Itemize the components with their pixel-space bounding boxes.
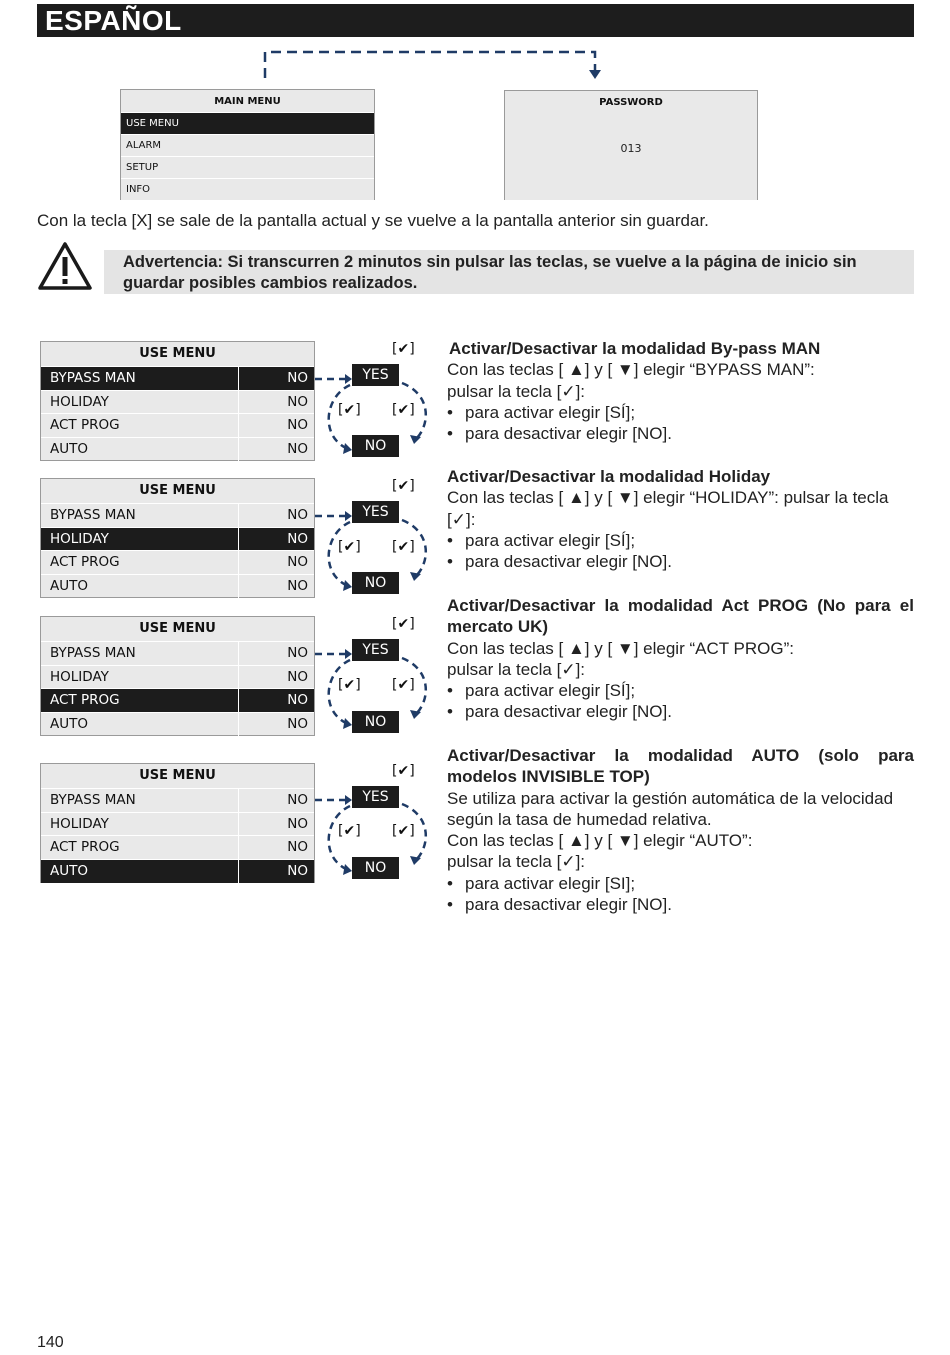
confirm-key-label: [✔] — [392, 341, 415, 357]
yes-option[interactable]: YES — [352, 786, 399, 808]
use-menu-screen-holiday — [40, 478, 315, 598]
row-label: BYPASS MAN — [50, 370, 136, 386]
use-menu-screen-act-prog — [40, 616, 315, 736]
use-menu-row-auto[interactable] — [41, 859, 314, 883]
section-line: pulsar la tecla [✓]: — [447, 659, 586, 679]
section-line: pulsar la tecla [✓]: — [447, 852, 586, 872]
header-bar — [37, 4, 914, 37]
warning-line-2: guardar posibles cambios realizados. — [123, 274, 418, 292]
warning-line-1: Advertencia: Si transcurren 2 minutos sin pulsar las teclas, se vuelve a la página de inicio sin — [123, 253, 857, 271]
section-bullet: • para desactivar elegir [NO]. — [447, 894, 914, 915]
section-line: pulsar la tecla [✓]: — [447, 381, 586, 401]
section-heading: Activar/Desactivar la modalidad By-pass MAN — [449, 339, 821, 358]
use-menu-row-holiday[interactable] — [41, 390, 314, 414]
use-menu-row-auto[interactable] — [41, 437, 314, 461]
warning-box — [104, 250, 914, 294]
confirm-key-label: [✔] — [338, 402, 361, 418]
section-bypass-man — [447, 338, 914, 444]
use-menu-row-bypass-man[interactable] — [41, 503, 314, 527]
row-label: ACT PROG — [50, 417, 120, 433]
exit-instruction: Con la tecla [X] se sale de la pantalla actual y se vuelve a la pantalla anterior sin guardar. — [37, 211, 709, 230]
row-label: HOLIDAY — [50, 816, 109, 832]
use-menu-row-holiday[interactable] — [41, 812, 314, 836]
row-value: NO — [287, 531, 308, 547]
confirm-key-label: [✔] — [338, 539, 361, 555]
use-menu-screen-bypass — [40, 341, 315, 461]
row-value: NO — [287, 507, 308, 523]
use-menu-row-auto[interactable] — [41, 574, 314, 598]
row-label: BYPASS MAN — [50, 507, 136, 523]
use-menu-title: USE MENU — [139, 768, 216, 783]
section-auto — [447, 745, 914, 915]
use-menu-row-act-prog[interactable] — [41, 550, 314, 574]
yes-option[interactable]: YES — [352, 501, 399, 523]
row-value: NO — [287, 816, 308, 832]
section-bullet: • para activar elegir [SÍ]; — [447, 402, 914, 423]
no-option[interactable]: NO — [352, 711, 399, 733]
use-menu-row-act-prog[interactable] — [41, 835, 314, 859]
row-value: NO — [287, 441, 308, 457]
main-menu-item-alarm[interactable]: ALARM — [121, 134, 374, 156]
use-menu-screen-auto — [40, 763, 315, 883]
row-value: NO — [287, 370, 308, 386]
confirm-key-label: [✔] — [392, 763, 415, 779]
row-label: AUTO — [50, 441, 88, 457]
section-holiday — [447, 466, 914, 572]
main-menu-title: MAIN MENU — [214, 96, 281, 107]
no-option[interactable]: NO — [352, 857, 399, 879]
section-line: Con las teclas [ ▲] y [ ▼] elegir “AUTO”: — [447, 831, 753, 851]
password-title: PASSWORD — [599, 97, 663, 108]
row-value: NO — [287, 394, 308, 410]
confirm-key-label: [✔] — [392, 823, 415, 839]
confirm-key-label: [✔] — [338, 823, 361, 839]
row-value: NO — [287, 863, 308, 879]
warning-icon — [37, 240, 93, 292]
use-menu-title: USE MENU — [139, 346, 216, 361]
confirm-key-label: [✔] — [392, 677, 415, 693]
confirm-key-label: [✔] — [392, 616, 415, 632]
section-heading: Activar/Desactivar la modalidad AUTO (solo para — [447, 746, 914, 765]
no-option[interactable]: NO — [352, 435, 399, 457]
row-label: ACT PROG — [50, 554, 120, 570]
section-bullet: • para desactivar elegir [NO]. — [447, 423, 914, 444]
yes-option[interactable]: YES — [352, 639, 399, 661]
main-to-password-arrow — [255, 44, 605, 84]
confirm-key-label: [✔] — [392, 539, 415, 555]
row-value: NO — [287, 792, 308, 808]
section-act-prog — [447, 595, 914, 723]
row-value: NO — [287, 578, 308, 594]
confirm-key-label: [✔] — [392, 402, 415, 418]
section-bullet: • para activar elegir [SÍ]; — [447, 530, 914, 551]
main-menu-item-use-menu[interactable]: USE MENU — [121, 112, 374, 134]
page-title: ESPAÑOL — [45, 5, 182, 36]
main-menu-screen — [120, 89, 375, 200]
main-menu-item-setup[interactable]: SETUP — [121, 156, 374, 178]
row-value: NO — [287, 716, 308, 732]
row-label: ACT PROG — [50, 692, 120, 708]
section-heading: Activar/Desactivar la modalidad Act PROG (No para el — [447, 596, 914, 615]
section-line: Con las teclas [ ▲] y [ ▼] elegir “ACT PROG”: — [447, 638, 794, 658]
row-label: AUTO — [50, 578, 88, 594]
use-menu-row-holiday[interactable] — [41, 527, 314, 551]
section-heading: mercato UK) — [447, 617, 549, 637]
use-menu-row-bypass-man[interactable] — [41, 788, 314, 812]
section-heading: Activar/Desactivar la modalidad Holiday — [447, 467, 771, 486]
section-line: Con las teclas [ ▲] y [ ▼] elegir “HOLIDAY”: pulsar la tecla — [447, 488, 889, 508]
use-menu-row-holiday[interactable] — [41, 665, 314, 689]
use-menu-row-act-prog[interactable] — [41, 413, 314, 437]
no-option[interactable]: NO — [352, 572, 399, 594]
use-menu-row-act-prog[interactable] — [41, 688, 314, 712]
section-line: [✓]: — [447, 509, 476, 529]
section-line: Con las teclas [ ▲] y [ ▼] elegir “BYPASS MAN”: — [447, 360, 815, 380]
password-screen — [504, 90, 758, 200]
row-value: NO — [287, 554, 308, 570]
section-heading: modelos INVISIBLE TOP) — [447, 767, 650, 787]
confirm-key-label: [✔] — [392, 478, 415, 494]
confirm-key-label: [✔] — [338, 677, 361, 693]
row-value: NO — [287, 839, 308, 855]
row-label: AUTO — [50, 716, 88, 732]
yes-option[interactable]: YES — [352, 364, 399, 386]
use-menu-row-auto[interactable] — [41, 712, 314, 736]
section-bullet: • para activar elegir [SI]; — [447, 873, 914, 894]
use-menu-row-bypass-man[interactable] — [41, 366, 314, 390]
row-value: NO — [287, 669, 308, 685]
section-bullet: • para desactivar elegir [NO]. — [447, 701, 914, 722]
password-value: 013 — [620, 142, 642, 155]
use-menu-title: USE MENU — [139, 621, 216, 636]
row-label: AUTO — [50, 863, 88, 879]
section-line: según la tasa de humedad relativa. — [447, 809, 712, 829]
section-line: Se utiliza para activar la gestión automática de la velocidad — [447, 788, 894, 808]
row-label: HOLIDAY — [50, 394, 109, 410]
warning-text — [123, 252, 918, 294]
section-bullet: • para desactivar elegir [NO]. — [447, 551, 914, 572]
row-label: ACT PROG — [50, 839, 120, 855]
section-bullet: • para activar elegir [SÍ]; — [447, 680, 914, 701]
row-value: NO — [287, 417, 308, 433]
row-value: NO — [287, 692, 308, 708]
use-menu-row-bypass-man[interactable] — [41, 641, 314, 665]
row-value: NO — [287, 645, 308, 661]
page-number: 140 — [37, 1334, 64, 1351]
main-menu-item-info[interactable]: INFO — [121, 178, 374, 200]
use-menu-title: USE MENU — [139, 483, 216, 498]
row-label: BYPASS MAN — [50, 645, 136, 661]
row-label: HOLIDAY — [50, 531, 109, 547]
row-label: BYPASS MAN — [50, 792, 136, 808]
row-label: HOLIDAY — [50, 669, 109, 685]
